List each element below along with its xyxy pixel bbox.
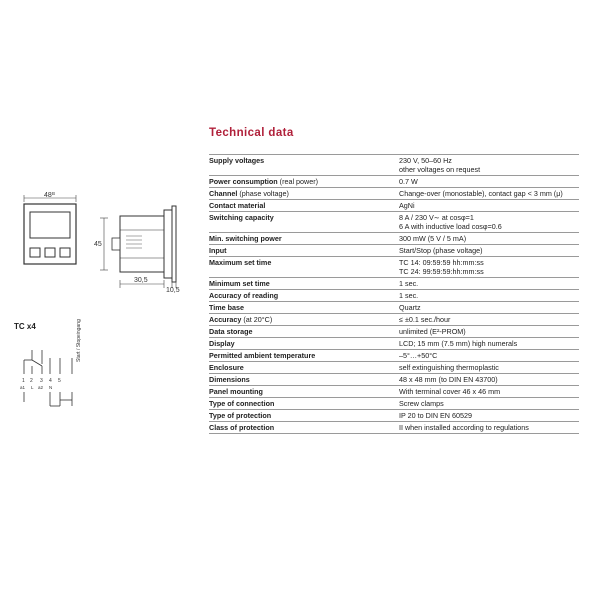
- spec-value: TC 14: 09:59:59 hh:mm:ss: [399, 258, 484, 267]
- spec-value-line2: other voltages on request: [399, 165, 481, 174]
- spec-row: [209, 155, 579, 176]
- pin-label: 4: [49, 378, 52, 384]
- spec-value-cell: [399, 245, 579, 257]
- pin-sub-label: a1: [20, 385, 26, 390]
- spec-label-cell: [209, 338, 399, 350]
- spec-value: Screw clamps: [399, 399, 444, 408]
- spec-value: II when installed according to regulations: [399, 423, 529, 432]
- spec-row: [209, 314, 579, 326]
- spec-row: [209, 188, 579, 200]
- spec-row: [209, 200, 579, 212]
- spec-label: Min. switching power: [209, 234, 282, 243]
- start-stop-rotated-label: Start / Stopeingang: [76, 319, 82, 362]
- spec-label: Channel: [209, 189, 238, 198]
- front-width-label: 48: [44, 192, 52, 199]
- spec-value-line2: 6 A with inductive load cosφ=0.6: [399, 222, 502, 231]
- spec-value-cell: [399, 290, 579, 302]
- technical-data-table: [209, 154, 579, 434]
- spec-value-cell: [399, 278, 579, 290]
- spec-row: [209, 398, 579, 410]
- spec-value-cell: [399, 212, 579, 233]
- spec-label-cell: [209, 245, 399, 257]
- spec-value: 300 mW (5 V / 5 mA): [399, 234, 467, 243]
- spec-label: Data storage: [209, 327, 253, 336]
- spec-value: With terminal cover 46 x 46 mm: [399, 387, 501, 396]
- spec-value-cell: [399, 362, 579, 374]
- spec-label-cell: [209, 233, 399, 245]
- spec-label-cell: [209, 314, 399, 326]
- spec-label: Accuracy: [209, 315, 242, 324]
- spec-value: LCD; 15 mm (7.5 mm) high numerals: [399, 339, 518, 348]
- spec-value: unlimited (E²-PROM): [399, 327, 466, 336]
- spec-label: Permitted ambient temperature: [209, 351, 316, 360]
- depth-label: 30,5: [134, 277, 148, 284]
- spec-value: 1 sec.: [399, 291, 419, 300]
- spec-label-cell: [209, 326, 399, 338]
- spec-value-cell: [399, 386, 579, 398]
- spec-value-cell: [399, 338, 579, 350]
- spec-label-cell: [209, 212, 399, 233]
- spec-label-cell: [209, 155, 399, 176]
- spec-label-note: (phase voltage): [237, 189, 289, 198]
- pin-sub-label: a2: [38, 385, 44, 390]
- spec-value-cell: [399, 155, 579, 176]
- spec-row: [209, 257, 579, 278]
- spec-value-cell: [399, 176, 579, 188]
- spec-row: [209, 278, 579, 290]
- spec-label-cell: [209, 374, 399, 386]
- spec-label-note: (at 20°C): [241, 315, 273, 324]
- spec-value-cell: [399, 200, 579, 212]
- spec-value-cell: [399, 350, 579, 362]
- spec-value: IP 20 to DIN EN 60529: [399, 411, 472, 420]
- spec-row: [209, 338, 579, 350]
- front-view-drawing: [14, 192, 94, 274]
- spec-row: [209, 326, 579, 338]
- spec-value: Quartz: [399, 303, 421, 312]
- spec-value-cell: [399, 398, 579, 410]
- spec-label-cell: [209, 410, 399, 422]
- spec-label-cell: [209, 350, 399, 362]
- spec-value-cell: [399, 326, 579, 338]
- spec-label-cell: [209, 422, 399, 434]
- spec-row: [209, 176, 579, 188]
- spec-label: Dimensions: [209, 375, 250, 384]
- spec-value-cell: [399, 233, 579, 245]
- spec-label-cell: [209, 386, 399, 398]
- spec-value: 8 A / 230 V∼ at cosφ=1: [399, 213, 474, 222]
- spec-value: AgNi: [399, 201, 415, 210]
- spec-value-line2: TC 24: 99:59:59:hh:mm:ss: [399, 267, 484, 276]
- pin-label: 5: [58, 378, 61, 384]
- spec-label: Supply voltages: [209, 156, 265, 165]
- spec-value: 1 sec.: [399, 279, 419, 288]
- spec-value-cell: [399, 188, 579, 200]
- spec-value-cell: [399, 257, 579, 278]
- spec-label-cell: [209, 257, 399, 278]
- spec-value-cell: [399, 410, 579, 422]
- cover-label: 10,5: [166, 287, 180, 294]
- spec-label-cell: [209, 200, 399, 212]
- section-title: Technical data: [209, 127, 294, 139]
- spec-label: Contact material: [209, 201, 266, 210]
- spec-label: Class of protection: [209, 423, 275, 432]
- pin-label: 2: [30, 378, 33, 384]
- spec-label-cell: [209, 290, 399, 302]
- spec-value: 230 V, 50–60 Hz: [399, 156, 452, 165]
- spec-value: –5°…+50°C: [399, 351, 438, 360]
- pin-label: 1: [22, 378, 25, 384]
- spec-label: Minimum set time: [209, 279, 270, 288]
- spec-label: Time base: [209, 303, 245, 312]
- spec-label-cell: [209, 362, 399, 374]
- spec-value: 48 x 48 mm (to DIN EN 43700): [399, 375, 498, 384]
- spec-row: [209, 362, 579, 374]
- pin-sub-label: L: [31, 385, 34, 390]
- spec-value: self extinguishing thermoplastic: [399, 363, 499, 372]
- spec-value-cell: [399, 374, 579, 386]
- spec-label: Panel mounting: [209, 387, 263, 396]
- spec-label-cell: [209, 302, 399, 314]
- spec-row: [209, 374, 579, 386]
- spec-label: Type of connection: [209, 399, 275, 408]
- pin-sub-label: N: [49, 385, 53, 390]
- spec-label-cell: [209, 398, 399, 410]
- height-label: 45: [94, 241, 102, 248]
- spec-row: [209, 350, 579, 362]
- wiring-model-label: TC x4: [14, 322, 36, 331]
- spec-value: Change-over (monostable), contact gap < 3 mm (μ): [399, 189, 563, 198]
- spec-label: Switching capacity: [209, 213, 274, 222]
- spec-row: [209, 212, 579, 233]
- spec-value-cell: [399, 314, 579, 326]
- spec-value: ≤ ±0.1 sec./hour: [399, 315, 451, 324]
- spec-label: Enclosure: [209, 363, 244, 372]
- spec-label: Maximum set time: [209, 258, 272, 267]
- spec-row: [209, 245, 579, 257]
- spec-label: Power consumption: [209, 177, 278, 186]
- spec-label-cell: [209, 278, 399, 290]
- spec-label: Input: [209, 246, 227, 255]
- spec-row: [209, 386, 579, 398]
- spec-row: [209, 422, 579, 434]
- spec-label: Display: [209, 339, 235, 348]
- spec-label: Accuracy of reading: [209, 291, 279, 300]
- spec-row: [209, 290, 579, 302]
- side-view-drawing: [90, 196, 200, 296]
- spec-value-cell: [399, 422, 579, 434]
- spec-label: Type of protection: [209, 411, 272, 420]
- front-width-sup: B: [52, 192, 56, 196]
- spec-label-note: (real power): [277, 177, 319, 186]
- pin-label: 3: [40, 378, 43, 384]
- spec-row: [209, 410, 579, 422]
- spec-row: [209, 302, 579, 314]
- wiring-diagram: [10, 318, 100, 418]
- spec-label-cell: [209, 188, 399, 200]
- spec-label-cell: [209, 176, 399, 188]
- spec-value-cell: [399, 302, 579, 314]
- spec-value: Start/Stop (phase voltage): [399, 246, 483, 255]
- spec-row: [209, 233, 579, 245]
- spec-value: 0.7 W: [399, 177, 418, 186]
